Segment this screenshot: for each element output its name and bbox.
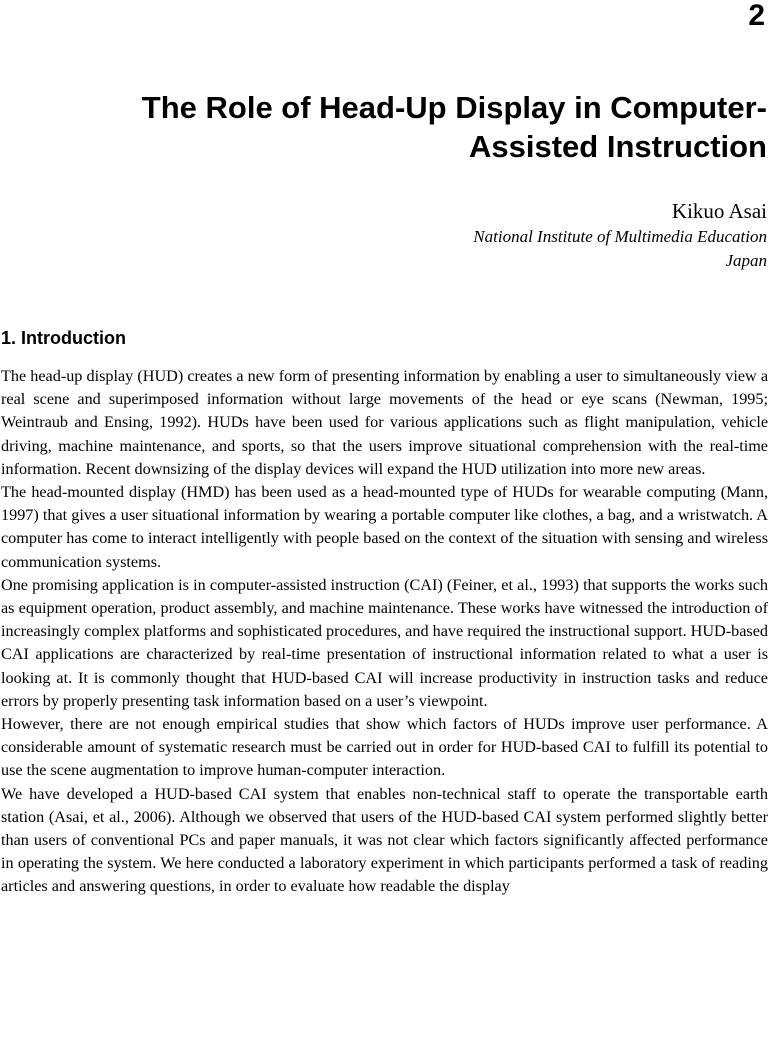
section-body bbox=[1, 365, 768, 899]
author-block bbox=[267, 197, 767, 273]
author-country: Japan bbox=[725, 251, 767, 270]
paragraph: However, there are not enough empirical studies that show which factors of HUDs improve user performance. A considerable amount of systematic research must be carried out in order for HUD-based CAI to fulfill its potential to use the scene augmentation to improve human-computer interaction. bbox=[1, 715, 768, 780]
section-heading: 1. Introduction bbox=[1, 328, 126, 348]
paragraph: The head-up display (HUD) creates a new form of presenting information by enabling a user to simultaneously view a real scene and superimposed information without large movements of the head or eye scans (Newman, 1995; Weintraub and Ensing, 1992). HUDs have been used for various applications such as flight manipulation, vehicle driving, machine maintenance, and sports, so that the users improve situational comprehension with the real-time information. Recent downsizing of the display devices will expand the HUD utilization into more new areas. bbox=[1, 367, 768, 478]
author-name: Kikuo Asai bbox=[671, 199, 767, 223]
paragraph: One promising application is in computer-assisted instruction (CAI) (Feiner, et al., 1993) that supports the works such as equipment operation, product assembly, and machine maintenance. These works have witnessed the introduction of increasingly complex platforms and sophisticated procedures, and have required the instructional support. HUD-based CAI applications are characterized by real-time presentation of instructional information related to what a user is looking at. It is commonly thought that HUD-based CAI will increase productivity in instruction tasks and reduce errors by properly presenting task information based on a user’s viewpoint. bbox=[1, 575, 768, 710]
author-institution: National Institute of Multimedia Education bbox=[473, 227, 767, 246]
paragraph: We have developed a HUD-based CAI system that enables non-technical staff to operate the transportable earth station (Asai, et al., 2006). Although we observed that users of the HUD-based CAI system performed slightly better than users of conventional PCs and paper manuals, it was not clear which factors significantly affected performance in operating the system. We here conducted a laboratory experiment in which participants performed a task of reading articles and answering questions, in order to evaluate how readable the display bbox=[1, 784, 768, 896]
chapter-number: 2 bbox=[748, 0, 765, 32]
paragraph: The head-mounted display (HMD) has been used as a head-mounted type of HUDs for wearable computing (Mann, 1997) that gives a user situational information by wearing a portable computer like clothes, a bag, and a wristwatch. A computer has come to interact intelligently with people based on the context of the situation with sensing and wireless communication systems. bbox=[1, 483, 768, 571]
chapter-title: The Role of Head-Up Display in Computer-Assisted Instruction bbox=[141, 90, 767, 164]
